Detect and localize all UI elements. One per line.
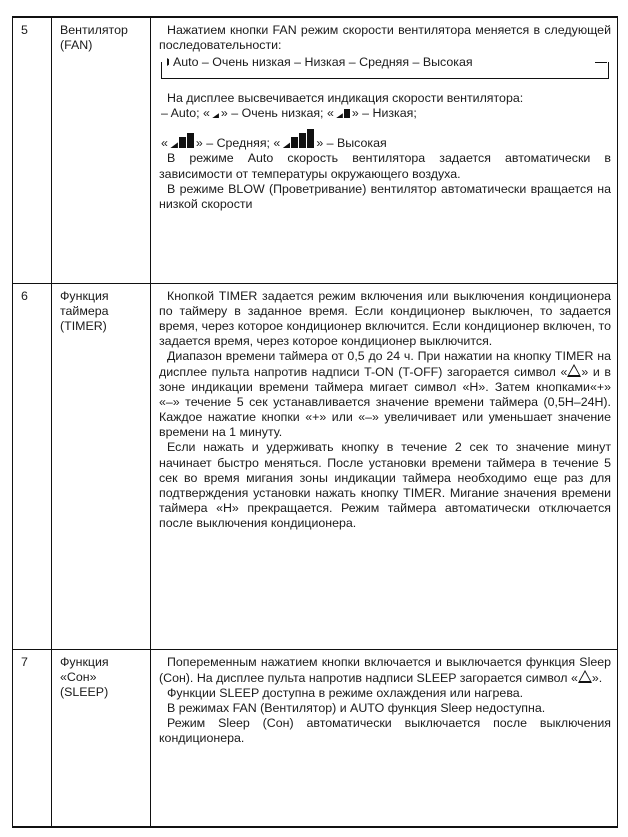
paragraph: В режимах FAN (Вентилятор) и AUTO функция Sleep недоступна. [167, 700, 546, 715]
paragraph: В режиме Auto скорость вентилятора задается автоматически в зависимости от температуры окружающего воздуха. [159, 151, 611, 181]
text: Диапазон времени таймера от 0,5 до 24 ч. При нажатии на кнопку TIMER на дисплее пульта напротив надписи T-ON (T-OFF) загорается символ « [159, 348, 611, 379]
fan-bar [179, 137, 186, 148]
fan-sequence-text: Auto – Очень низкая – Низкая – Средняя – Высокая [169, 55, 477, 70]
fan-legend-line-2 [159, 129, 611, 151]
legend-text: – Auto; « [161, 106, 210, 121]
fan-bar [336, 113, 343, 118]
legend-text: « [161, 136, 168, 151]
fan-sequence-diagram [161, 55, 611, 81]
fan-high-icon [282, 129, 314, 148]
text: ». [591, 670, 603, 685]
fan-bar [282, 142, 290, 148]
fan-bar [307, 129, 314, 148]
fan-low-icon [336, 109, 350, 118]
row-number: 6 [13, 283, 52, 649]
paragraph: Режим Sleep (Сон) автоматически выключается после выключения кондиционера. [159, 715, 611, 745]
paragraph [159, 655, 611, 686]
function-description [151, 283, 618, 649]
paragraph: В режиме BLOW (Проветривание) вентилятор автоматически вращается на низкой скорости [159, 181, 611, 211]
function-name: Функция таймера (TIMER) [52, 283, 151, 649]
paragraph: Функции SLEEP доступна в режиме охлаждения или нагрева. [167, 685, 524, 700]
fan-bar [291, 137, 298, 148]
paragraph: Кнопкой TIMER задается режим включения или выключения кондиционера по таймеру в заданное время. Если кондиционер выключен, то задается время, через которое кондиционер включится. Если кондиционер включен, то задается время, через которое кондиционер выключится. [159, 288, 611, 348]
fan-bar [187, 133, 194, 148]
fan-legend-line-1 [159, 106, 611, 121]
legend-text: » – Средняя; « [195, 136, 281, 151]
fan-bar [344, 109, 350, 118]
text: Попеременным нажатием кнопки включается и выключается функция Sleep (Сон). На дисплее пульта напротив надписи SLEEP загорается символ « [159, 654, 611, 685]
function-description [151, 649, 618, 827]
function-name: Функция «Сон» (SLEEP) [52, 649, 151, 827]
triangle-symbol-icon [567, 364, 581, 377]
text: » и в зоне индикации времени таймера мигает символ «H». Затем кнопками«+» «–» течение 5 сек устанавливается значение времени таймера (0,5H–24H). Каждое нажатие кнопки «+» или «–» увеличивает или уменьшает значение времени на 1 минуту. [159, 364, 612, 440]
fan-very-low-icon [212, 113, 219, 118]
table-row [13, 649, 618, 827]
fan-bar [170, 142, 178, 148]
function-name: Вентилятор (FAN) [52, 17, 151, 283]
legend-text: » – Низкая; [351, 106, 417, 121]
loop-arrow-line [595, 62, 607, 63]
legend-text: » – Очень низкая; « [220, 106, 334, 121]
fan-bar [212, 113, 219, 118]
paragraph: Если нажать и удерживать кнопку в течение 2 сек то значение минут начинает быстро меняться. После установки времени таймера в течение 5 сек во время мигания зоны индикации таймера необходимо еще раз для подтверждения установки нажать кнопку TIMER. Мигание значения времени таймера «H» прекращается. Режим таймера автоматически отключается после выключения кондиционера. [159, 440, 611, 530]
legend-text: » – Высокая [316, 136, 387, 151]
triangle-symbol-icon [578, 670, 592, 683]
row-number: 7 [13, 649, 52, 827]
paragraph [159, 349, 611, 441]
paragraph: На дисплее высвечивается индикация скорости вентилятора: [167, 91, 524, 106]
fan-medium-icon [170, 133, 194, 148]
row-number: 5 [13, 17, 52, 283]
table-row [13, 17, 618, 283]
function-description [151, 17, 618, 283]
paragraph: Нажатием кнопки FAN режим скорости вентилятора меняется в следующей последовательности: [159, 23, 611, 53]
fan-bar [299, 133, 306, 148]
function-table [12, 16, 618, 828]
table-row [13, 283, 618, 649]
